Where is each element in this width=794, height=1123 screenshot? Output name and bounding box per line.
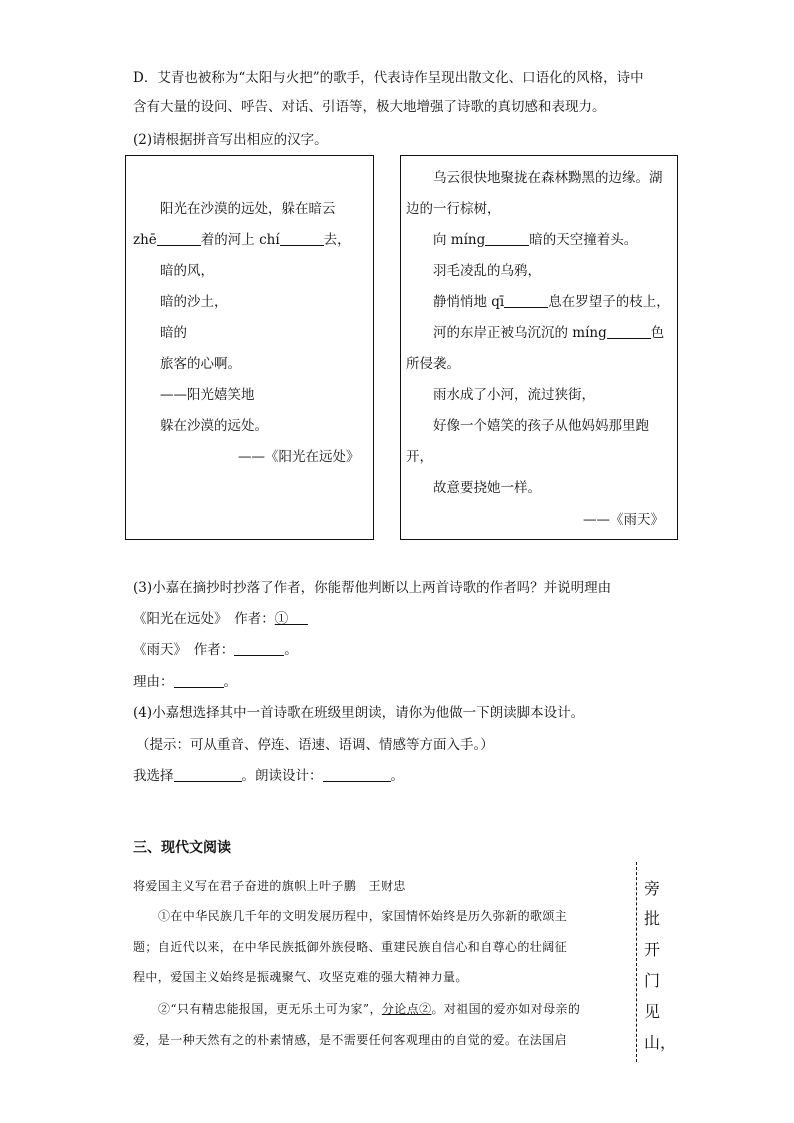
- answer-mark-1: ①: [274, 611, 289, 627]
- poem-right-line2: 边的一行棕树，: [406, 201, 501, 217]
- poem-right-line3: 向 míng 暗的天空撞着头。: [433, 232, 638, 248]
- blank-ming-1[interactable]: [485, 231, 529, 246]
- side-char-6: 山，: [644, 1033, 677, 1052]
- article-p2-line2: 爱，是一种天然有之的朴素情感，是不需要任何客观理由的自觉的爱。在法国启: [133, 1033, 568, 1047]
- blank-zhe[interactable]: [157, 231, 201, 246]
- blank-author-2[interactable]: [234, 641, 284, 656]
- poem-left-line2: zhē 着的河上 chí 去，: [133, 232, 351, 248]
- article-p1-line1: ①在中华民族几千年的文明发展历程中，家国情怀始终是历久弥新的歌颂主: [158, 909, 568, 923]
- poem-left-line5: 暗的: [160, 325, 187, 341]
- poem-right-line10: 开，: [406, 449, 433, 465]
- blank-design[interactable]: [323, 767, 391, 782]
- poem-left-line1: 阳光在沙漠的远处，躲在暗云: [160, 201, 336, 217]
- blank-chi[interactable]: [280, 231, 324, 246]
- side-char-1: 旁: [643, 879, 660, 898]
- side-char-4: 门: [643, 971, 660, 990]
- poem-right-line4: 羽毛凌乱的乌鸦，: [433, 263, 541, 279]
- article-p2-line1: ②“只有精忠能报国，更无乐土可为家”，分论点②。对祖国的爱亦如对母亲的: [158, 1002, 581, 1016]
- poem-right-line5: 静悄悄地 qī 息在罗望子的枝上，: [433, 294, 670, 310]
- option-d-line1: D．艾青也被称为“太阳与火把”的歌手，代表诗作呈现出散文化、口语化的风格，诗中: [133, 70, 644, 86]
- question-2-prompt: (2)请根据拼音写出相应的汉字。: [133, 132, 328, 148]
- question-4-answer: 我选择 。朗读设计： 。: [133, 768, 404, 784]
- poem-right-line8: 雨水成了小河，流过狭街，: [433, 387, 595, 403]
- poem-left-line3: 暗的风，: [160, 263, 214, 279]
- poem-left-line7: ——阳光嬉笑地: [160, 387, 255, 403]
- poem-right-line11: 故意要挠她一样。: [433, 480, 541, 496]
- side-char-5: 见: [643, 1002, 660, 1021]
- poem-left-line6: 旅客的心啊。: [160, 356, 241, 372]
- poem-left-line8: 躲在沙漠的远处。: [160, 418, 268, 434]
- blank-reason[interactable]: [174, 673, 224, 688]
- question-4-prompt: (4)小嘉想选择其中一首诗歌在班级里朗读，请你为他做一下朗读脚本设计。: [133, 705, 585, 721]
- question-3-prompt: (3)小嘉在摘抄时抄落了作者，你能帮他判断以上两首诗歌的作者吗？并说明理由: [133, 580, 612, 596]
- blank-qi[interactable]: [504, 293, 548, 308]
- poem-right-line9: 好像一个嬉笑的孩子从他妈妈那里跑: [433, 418, 649, 434]
- article-title: 将爱国主义写在君子奋进的旗帜上叶子鹏 王财忠: [133, 879, 406, 893]
- side-char-3: 开: [643, 940, 660, 959]
- option-d-line2: 含有大量的设问、呼告、对话、引语等，极大地增强了诗歌的真切感和表现力。: [133, 99, 606, 115]
- poem-left-title: ——《阳光在远处》: [238, 449, 360, 465]
- section-3-title: 三、现代文阅读: [133, 840, 231, 856]
- blank-ming-2[interactable]: [607, 324, 651, 339]
- side-divider: [636, 862, 637, 1062]
- poem-right-line7: 所侵袭。: [406, 356, 460, 372]
- sub-point-2: 分论点②: [381, 1002, 432, 1016]
- poem-right-line1: 乌云很快地聚拢在森林黝黑的边缘。湖: [433, 170, 663, 186]
- question-4-hint: （提示：可从重音、停连、语速、语调、情感等方面入手。）: [136, 737, 494, 753]
- article-p1-line2: 题；自近代以来，在中华民族抵御外族侵略、重建民族自信心和自尊心的壮阔征: [133, 940, 568, 954]
- poem-left-line4: 暗的沙土，: [160, 294, 228, 310]
- question-3-answer-2: 《雨天》 作者： 。: [133, 642, 298, 658]
- article-p1-line3: 程中，爱国主义始终是振魂聚气、攻坚克难的强大精神力量。: [133, 970, 468, 984]
- question-3-answer-1: 《阳光在远处》 作者：①: [133, 609, 308, 629]
- poem-right-line6: 河的东岸正被乌沉沉的 míng 色: [433, 325, 665, 341]
- question-3-reason: 理由： 。: [133, 674, 237, 690]
- poem-right-title: ——《雨天》: [583, 512, 664, 528]
- blank-choose[interactable]: [174, 767, 242, 782]
- side-char-2: 批: [643, 909, 660, 928]
- blank-author-1[interactable]: [288, 610, 308, 625]
